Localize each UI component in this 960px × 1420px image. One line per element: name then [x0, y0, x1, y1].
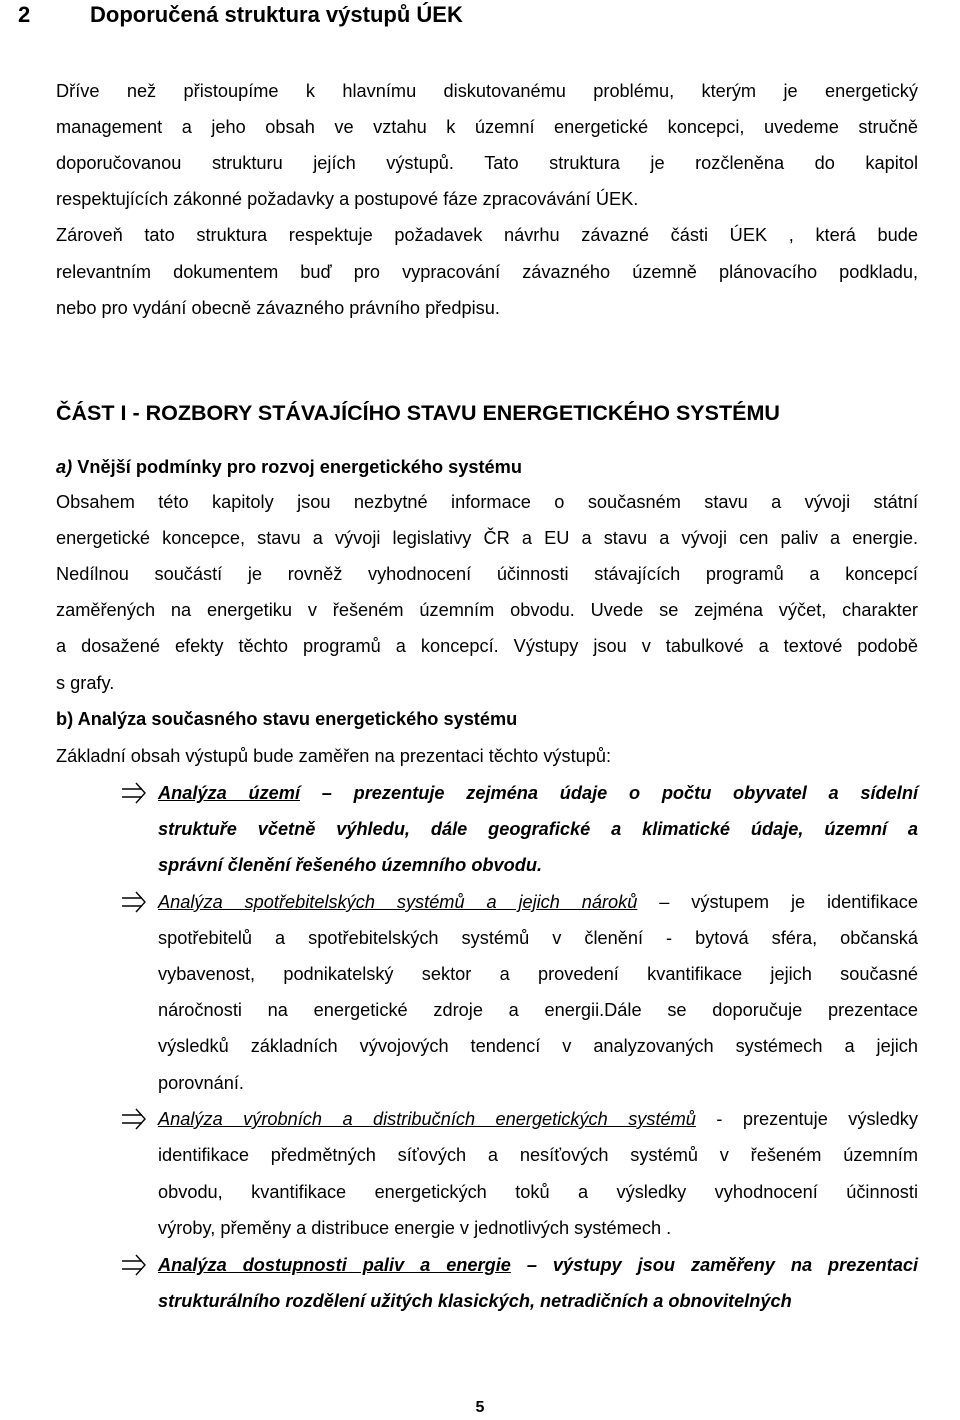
bullet-territory-line: struktuře včetně výhledu, dále geografické a klimatické údaje, územní a — [158, 819, 918, 839]
bullet-territory-line — [158, 775, 918, 811]
section-a-line: s grafy. — [56, 673, 115, 693]
bullet-production-line: výroby, přeměny a distribuce energie v jednotlivých systémech . — [158, 1218, 672, 1238]
intro-line: doporučovanou strukturu jejích výstupů. Tato struktura je rozčleněna do kapitol — [56, 153, 918, 173]
bullet-consumers-lead: Analýza spotřebitelských systémů a jejich nároků — [158, 892, 638, 912]
part-title: ČÁST I - ROZBORY STÁVAJÍCÍHO STAVU ENERGETICKÉHO SYSTÉMU — [56, 401, 780, 425]
bullet-territory-lead: Analýza území — [158, 783, 301, 803]
chapter-number: 2 — [18, 2, 31, 27]
bullet-consumers-line: spotřebitelů a spotřebitelských systémů v členění - bytová sféra, občanská — [158, 928, 918, 948]
bullet-territory-text: – prezentuje zejména údaje o počtu obyvatel a sídelní — [321, 783, 918, 803]
bullet-fuels-text: – výstupy jsou zaměřeny na prezentaci — [526, 1255, 918, 1275]
intro-line: Zároveň tato struktura respektuje požadavek návrhu závazné části ÚEK , která bude — [56, 225, 918, 245]
bullet-production-line — [158, 1101, 918, 1137]
section-a-title: Vnější podmínky pro rozvoj energetického systému — [77, 457, 522, 477]
bullet-production-line: obvodu, kvantifikace energetických toků a výsledky vyhodnocení účinnosti — [158, 1182, 918, 1202]
section-a-line: zaměřených na energetiku v řešeném územním obvodu. Uvede se zejména výčet, charakter — [56, 600, 918, 620]
bullet-production-text: - prezentuje výsledky — [716, 1109, 918, 1129]
section-a-heading — [56, 452, 522, 482]
implies-arrow-icon — [120, 775, 148, 811]
bullet-consumers-line: porovnání. — [158, 1073, 244, 1093]
intro-line: respektujících zákonné požadavky a postupové fáze zpracovávání ÚEK. — [56, 189, 639, 209]
intro-line: management a jeho obsah ve vztahu k územní energetické koncepci, uvedeme stručně — [56, 117, 918, 137]
section-b-label: b) — [56, 709, 74, 729]
chapter-heading — [18, 0, 463, 30]
bullet-consumers-text: – výstupem je identifikace — [659, 892, 918, 912]
bullet-fuels-line — [158, 1247, 918, 1283]
page-number: 5 — [475, 1399, 485, 1416]
bullet-consumers-line: výsledků základních vývojových tendencí v analyzovaných systémech a jejich — [158, 1036, 918, 1056]
section-a-line: Nedílnou součástí je rovněž vyhodnocení účinnosti stávajících programů a koncepcí — [56, 564, 918, 584]
intro-line: Dříve než přistoupíme k hlavnímu diskutovanému problému, kterým je energetický — [56, 81, 918, 101]
intro-line: nebo pro vydání obecně závazného právního předpisu. — [56, 298, 500, 318]
section-b-intro: Základní obsah výstupů bude zaměřen na prezentaci těchto výstupů: — [56, 746, 612, 766]
bullet-consumers-line: vybavenost, podnikatelský sektor a provedení kvantifikace jejich současné — [158, 964, 918, 984]
bullet-territory-line: správní členění řešeného územního obvodu. — [158, 855, 543, 875]
bullet-fuels-line: strukturálního rozdělení užitých klasických, netradičních a obnovitelných — [158, 1291, 792, 1311]
intro-line: relevantním dokumentem buď pro vypracování závazného územně plánovacího podkladu, — [56, 262, 918, 282]
section-a-line: energetické koncepce, stavu a vývoji legislativy ČR a EU a stavu a vývoji cen paliv a energie. — [56, 528, 918, 548]
section-b-heading — [56, 704, 517, 734]
implies-arrow-icon — [120, 884, 148, 920]
section-b-title: Analýza současného stavu energetického systému — [77, 709, 518, 729]
section-a-label: a) — [56, 457, 73, 477]
bullet-production-lead: Analýza výrobních a distribučních energetických systémů — [158, 1109, 696, 1129]
implies-arrow-icon — [120, 1101, 148, 1137]
implies-arrow-icon — [120, 1247, 148, 1283]
chapter-title: Doporučená struktura výstupů ÚEK — [90, 2, 463, 27]
section-a-line: a dosažené efekty těchto programů a koncepcí. Výstupy jsou v tabulkové a textové podobě — [56, 636, 918, 656]
section-a-line: Obsahem této kapitoly jsou nezbytné informace o současném stavu a vývoji státní — [56, 492, 918, 512]
bullet-fuels-lead: Analýza dostupnosti paliv a energie — [158, 1255, 511, 1275]
bullet-consumers-line: náročnosti na energetické zdroje a energii.Dále se doporučuje prezentace — [158, 1000, 918, 1020]
bullet-consumers-line — [158, 884, 918, 920]
bullet-production-line: identifikace předmětných síťových a nesíťových systémů v řešeném územním — [158, 1145, 918, 1165]
